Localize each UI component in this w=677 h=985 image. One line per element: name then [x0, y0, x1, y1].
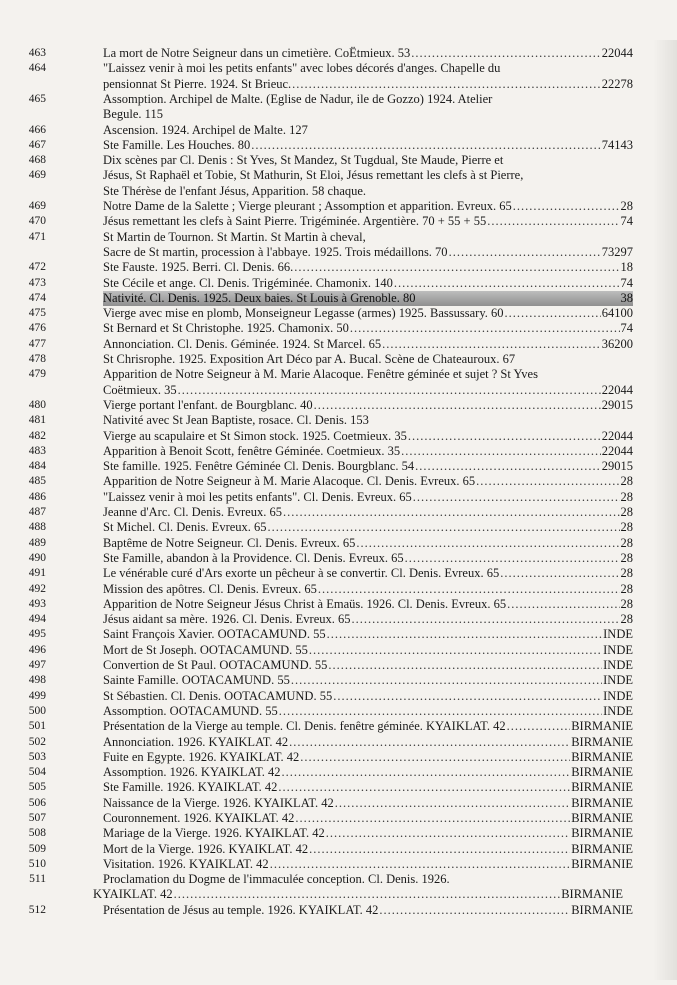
- entry-number: 500: [28, 704, 46, 717]
- dot-leader: [328, 658, 602, 673]
- entry-description: Présentation de la Vierge au temple. Cl. Denis. fenêtre géminée. KYAIKLAT. 42: [103, 719, 506, 734]
- entry-number: 485: [28, 475, 46, 488]
- entry-description: Ste Fauste. 1925. Berri. Cl. Denis. 66.: [103, 260, 294, 275]
- entry-reference: BIRMANIE: [571, 780, 633, 795]
- dot-leader: [507, 719, 571, 734]
- entry-description: Apparition de Notre Seigneur Jésus Christ à Emaüs. 1926. Cl. Denis. Evreux. 65: [103, 596, 507, 611]
- entry-reference: BIRMANIE: [571, 765, 633, 780]
- entry-reference: 28: [620, 581, 633, 596]
- entry-number: 464: [28, 62, 46, 75]
- dot-leader: [174, 887, 561, 902]
- entry-description: Baptême de Notre Seigneur. Cl. Denis. Evreux. 65: [103, 535, 356, 550]
- entry-description: St Chrisrophe. 1925. Exposition Art Déco par A. Bucal. Scène de Chateauroux. 67: [103, 352, 516, 366]
- dot-leader: [291, 673, 602, 688]
- entry-number: 467: [28, 138, 46, 151]
- entry-line: [103, 276, 633, 291]
- entry-description: St Sébastien. Cl. Denis. OOTACAMUND. 55: [103, 688, 333, 703]
- entry-line: [103, 92, 633, 107]
- dot-leader: [314, 398, 601, 413]
- dot-leader: [513, 199, 620, 214]
- page-edge-shadow: [653, 40, 677, 980]
- entry-reference: 22278: [601, 76, 633, 91]
- entry-number: 471: [28, 230, 46, 243]
- dot-leader: [309, 643, 602, 658]
- entry-number: 497: [28, 659, 46, 671]
- entry-line: [103, 230, 633, 245]
- entry-number: 490: [28, 551, 46, 564]
- entry-number: 477: [28, 337, 46, 350]
- entry-reference: BIRMANIE: [571, 795, 633, 810]
- entry-number: 486: [28, 490, 46, 503]
- entry-line: [103, 367, 633, 382]
- entry-reference: 28: [620, 199, 633, 213]
- entry-line: [103, 107, 633, 122]
- entry-description: Apparition de Notre Seigneur à M. Marie Alacoque. Fenêtre géminée et sujet ? St Yves: [103, 367, 538, 382]
- entry-description: Jeanne d'Arc. Cl. Denis. Evreux. 65: [103, 505, 282, 519]
- entry-description: Annonciation. 1926. KYAIKLAT. 42: [103, 734, 289, 749]
- entry-description: Proclamation du Dogme de l'immaculée conception. Cl. Denis. 1926.: [103, 872, 450, 887]
- entry-number: 496: [28, 643, 46, 656]
- entry-line: [103, 398, 633, 413]
- entry-description: Vierge au scapulaire et St Simon stock. 1925. Coetmieux. 35: [103, 428, 407, 443]
- dot-leader: [318, 582, 620, 597]
- entry-description: Mort de la Vierge. 1926. KYAIKLAT. 42: [103, 841, 309, 856]
- entry-line: [103, 582, 633, 597]
- entry-number: 512: [28, 903, 46, 916]
- entry-description: Begule. 115: [103, 107, 163, 122]
- entry-reference: BIRMANIE: [571, 902, 633, 917]
- entry-number: 504: [28, 766, 46, 779]
- entry-number: 475: [28, 307, 46, 320]
- dot-leader: [268, 520, 620, 535]
- entry-number: 507: [28, 812, 46, 824]
- entry-description: Ascension. 1924. Archipel de Malte. 127: [103, 122, 308, 137]
- entry-line: [103, 260, 633, 275]
- entry-description: Ste Famille, abandon à la Providence. Cl. Denis. Evreux. 65: [103, 550, 404, 565]
- entry-number: 465: [28, 92, 46, 105]
- entry-number: 466: [28, 123, 46, 136]
- entry-line: [103, 597, 633, 612]
- entry-line: [103, 153, 633, 168]
- entry-description: Annonciation. Cl. Denis. Géminée. 1924. St Marcel. 65: [103, 336, 382, 351]
- entry-description: Ste Thérèse de l'enfant Jésus, Apparition. 58 chaque.: [103, 183, 367, 198]
- entry-description: La mort de Notre Seigneur dans un cimetière. CoËtmieux. 53: [103, 46, 411, 60]
- entry-number: 488: [28, 521, 46, 534]
- entry-number: 480: [28, 398, 46, 411]
- entry-number: 501: [28, 720, 46, 733]
- entry-description: Mariage de la Vierge. 1926. KYAIKLAT. 42: [103, 826, 325, 841]
- entry-reference: 28: [620, 566, 633, 581]
- dot-leader: [401, 444, 601, 459]
- dot-leader: [415, 459, 601, 474]
- dot-leader: [476, 474, 619, 489]
- entry-reference: INDE: [603, 673, 633, 688]
- entry-line: [103, 536, 633, 551]
- dot-leader: [405, 551, 620, 566]
- entry-description: Couronnement. 1926. KYAIKLAT. 42: [103, 811, 295, 825]
- entry-line: [103, 811, 633, 826]
- entry-reference: 74: [620, 321, 633, 336]
- entry-reference: 74143: [601, 137, 633, 152]
- entry-description: Sainte Famille. OOTACAMUND. 55: [103, 673, 290, 688]
- dot-leader: [295, 811, 570, 826]
- entry-reference: 28: [620, 596, 633, 611]
- entry-description: Coëtmieux. 35: [103, 382, 177, 397]
- entry-reference: 28: [620, 612, 633, 627]
- entry-description: Saint François Xavier. OOTACAMUND. 55: [103, 627, 326, 642]
- entry-description: Le vénérable curé d'Ars exorte un pêcheur à se convertir. Cl. Denis. Evreux. 65: [103, 566, 500, 581]
- entry-reference: INDE: [603, 658, 633, 672]
- dot-leader: [327, 627, 603, 642]
- entry-number: 484: [28, 460, 46, 473]
- entry-line: [103, 612, 633, 627]
- entry-number: 506: [28, 796, 46, 809]
- entry-description: St Michel. Cl. Denis. Evreux. 65: [103, 520, 267, 535]
- dot-leader: [449, 245, 601, 260]
- dot-leader: [283, 505, 620, 520]
- dot-leader: [487, 214, 619, 229]
- entry-reference: BIRMANIE: [571, 826, 633, 841]
- dot-leader: [356, 536, 619, 551]
- entry-description: Convertion de St Paul. OOTACAMUND. 55: [103, 658, 328, 672]
- entry-description: Assomption. Archipel de Malte. (Eglise de Nadur, ile de Gozzo) 1924. Atelier: [103, 91, 493, 106]
- entry-description: Naissance de la Vierge. 1926. KYAIKLAT. 42: [103, 795, 334, 810]
- entry-line: [103, 214, 633, 229]
- dot-leader: [292, 77, 601, 92]
- entry-reference: 36200: [601, 336, 633, 351]
- entry-description: Vierge portant l'enfant. de Bourgblanc. 40: [103, 397, 313, 412]
- entry-number: 479: [28, 368, 46, 381]
- entry-reference: 22044: [601, 382, 633, 397]
- entry-line: [103, 184, 633, 199]
- entry-reference: 64100: [601, 306, 633, 321]
- entry-number: 468: [28, 154, 46, 167]
- entry-reference: 28: [620, 550, 633, 565]
- entry-line: [103, 765, 633, 780]
- entry-description: Dix scènes par Cl. Denis : St Yves, St Mandez, St Tugdual, Ste Maude, Pierre et: [103, 153, 504, 168]
- entry-line: [103, 520, 633, 535]
- entry-line: [103, 337, 633, 352]
- entry-description: Ste Cécile et ange. Cl. Denis. Trigéminée. Chamonix. 140: [103, 275, 393, 290]
- entry-reference: INDE: [603, 627, 633, 642]
- dot-leader: [413, 490, 620, 505]
- entry-description: Visitation. 1926. KYAIKLAT. 42: [103, 856, 269, 871]
- entry-reference: BIRMANIE: [571, 841, 633, 856]
- entry-reference: 28: [620, 535, 633, 550]
- entry-reference: 38: [620, 290, 633, 305]
- entry-reference: 22044: [601, 428, 633, 443]
- entry-reference: 73297: [601, 244, 633, 259]
- entry-number: 498: [28, 674, 46, 687]
- entry-reference: 28: [620, 505, 633, 519]
- entry-description: Ste famille. 1925. Fenêtre Géminée Cl. Denis. Bourgblanc. 54: [103, 459, 415, 474]
- dot-leader: [282, 765, 571, 780]
- dot-leader: [335, 796, 570, 811]
- entry-line: [103, 490, 633, 505]
- entry-reference: 28: [620, 489, 633, 504]
- entry-number: 474: [28, 291, 46, 304]
- entry-line: [103, 505, 633, 520]
- entry-number: 510: [28, 857, 46, 870]
- entry-reference: 22044: [601, 443, 633, 458]
- entry-number: 487: [28, 506, 46, 518]
- entry-line: [103, 658, 633, 673]
- entry-description: St Martin de Tournon. St Martin. St Martin à cheval,: [103, 229, 366, 244]
- entry-line: [103, 673, 633, 688]
- entry-reference: BIRMANIE: [571, 811, 633, 825]
- entry-line: [103, 796, 633, 811]
- entry-description: KYAIKLAT. 42: [93, 887, 173, 902]
- entry-line: [103, 627, 633, 642]
- entry-description: Apparition de Notre Seigneur à M. Marie Alacoque. Cl. Denis. Evreux. 65: [103, 474, 476, 489]
- entry-reference: 22044: [601, 46, 633, 60]
- entry-description: "Laissez venir à moi les petits enfants" avec lobes décorés d'anges. Chapelle du: [103, 61, 501, 76]
- entry-description: Assomption. 1926. KYAIKLAT. 42: [103, 765, 281, 780]
- dot-leader: [394, 276, 620, 291]
- entry-description: Sacre de St martin, procession à l'abbaye. 1925. Trois médaillons. 70: [103, 244, 448, 259]
- entry-description: Jésus remettant les clefs à Saint Pierre. Trigéminée. Argentière. 70 + 55 + 55: [103, 214, 487, 229]
- entry-description: Nativité. Cl. Denis. 1925. Deux baies. St Louis à Grenoble. 80: [103, 290, 416, 305]
- entry-description: Jésus, St Raphaël et Tobie, St Mathurin, St Eloi, Jésus remettant les clefs à st Pierre,: [103, 168, 524, 183]
- entry-line: [103, 474, 633, 489]
- entry-number: 469: [28, 169, 46, 182]
- entry-line: [103, 199, 633, 214]
- entry-number: 509: [28, 842, 46, 855]
- dot-leader: [411, 46, 601, 61]
- entry-reference: 28: [620, 520, 633, 535]
- dot-leader: [350, 321, 620, 336]
- entry-number: 491: [28, 567, 46, 580]
- entry-number: 502: [28, 735, 46, 748]
- entry-number: 505: [28, 781, 46, 794]
- entry-number: 470: [28, 215, 46, 228]
- entry-line: [103, 138, 633, 153]
- dot-leader: [251, 138, 601, 153]
- entry-number: 494: [28, 613, 46, 626]
- entry-number: 493: [28, 597, 46, 610]
- dot-leader: [379, 903, 570, 918]
- entry-line: [103, 429, 633, 444]
- entry-reference: 74: [620, 275, 633, 290]
- entry-line: [103, 780, 633, 795]
- entry-reference: 28: [620, 474, 633, 489]
- entry-description: St Bernard et St Christophe. 1925. Chamonix. 50: [103, 321, 349, 336]
- entry-line: [103, 46, 633, 61]
- entry-line: [103, 306, 633, 321]
- entry-line: [103, 566, 633, 581]
- entry-reference: 29015: [601, 459, 633, 474]
- entry-description: Ste Famille. Les Houches. 80: [103, 137, 251, 152]
- entry-number: 482: [28, 429, 46, 442]
- entry-line: [103, 903, 633, 918]
- entry-reference: BIRMANIE: [571, 856, 633, 871]
- entry-line: [103, 842, 633, 857]
- dot-leader: [352, 612, 620, 627]
- entry-reference: BIRMANIE: [571, 734, 633, 749]
- entry-line: [103, 383, 633, 398]
- entry-line: [93, 887, 623, 902]
- entry-number: 473: [28, 276, 46, 289]
- entry-line: [103, 123, 633, 138]
- dot-leader: [270, 857, 571, 872]
- dot-leader: [333, 689, 602, 704]
- dot-leader: [279, 704, 602, 719]
- entry-line: [103, 444, 633, 459]
- entry-description: Jésus aidant sa mère. 1926. Cl. Denis. Evreux. 65: [103, 612, 351, 627]
- entry-number: 472: [28, 261, 46, 274]
- dot-leader: [500, 566, 619, 581]
- entry-number: 481: [28, 414, 46, 427]
- entry-description: Mort de St Joseph. OOTACAMUND. 55: [103, 642, 308, 657]
- entry-line: [103, 413, 633, 428]
- entry-line: [103, 459, 633, 474]
- entry-line: [103, 704, 633, 719]
- dot-leader: [278, 780, 570, 795]
- entry-line: [103, 643, 633, 658]
- entry-description: Nativité avec St Jean Baptiste, rosace. Cl. Denis. 153: [103, 413, 369, 428]
- entry-reference: BIRMANIE: [561, 887, 623, 902]
- entry-reference: 74: [620, 214, 633, 229]
- entry-description: Assomption. OOTACAMUND. 55: [103, 703, 278, 718]
- entry-description: "Laissez venir à moi les petits enfants". Cl. Denis. Evreux. 65: [103, 489, 412, 504]
- entry-reference: BIRMANIE: [571, 719, 633, 734]
- entry-number: 508: [28, 827, 46, 840]
- entry-reference: 29015: [601, 397, 633, 412]
- entry-line: [103, 245, 633, 260]
- entry-number: 463: [28, 47, 46, 59]
- entry-number: 469: [28, 200, 46, 212]
- entry-line: [103, 168, 633, 183]
- highlighted-entry-line: [103, 291, 633, 306]
- entry-line: [103, 551, 633, 566]
- entry-reference: INDE: [603, 703, 633, 718]
- dot-leader: [505, 306, 601, 321]
- dot-leader: [408, 429, 601, 444]
- entry-reference: BIRMANIE: [571, 749, 633, 764]
- entry-description: pensionnat St Pierre. 1924. St Brieuc.: [103, 76, 292, 91]
- entry-number: 489: [28, 536, 46, 549]
- entry-number: 476: [28, 322, 46, 335]
- dot-leader: [326, 826, 570, 841]
- entry-line: [103, 61, 633, 76]
- entry-description: Ste Famille. 1926. KYAIKLAT. 42: [103, 780, 278, 795]
- entry-line: [103, 857, 633, 872]
- entry-line: [103, 735, 633, 750]
- entry-reference: 18: [620, 260, 633, 275]
- entry-number: 511: [29, 873, 46, 886]
- entry-line: [103, 77, 633, 92]
- entry-number: 499: [28, 689, 46, 702]
- entry-line: [103, 872, 633, 887]
- entry-description: Mission des apôtres. Cl. Denis. Evreux. 65: [103, 581, 317, 596]
- entry-line: [103, 826, 633, 841]
- entry-number: 478: [28, 353, 46, 365]
- entry-reference: INDE: [603, 688, 633, 703]
- entry-description: Vierge avec mise en plomb, Monseigneur Legasse (armes) 1925. Bassussary. 60: [103, 306, 504, 321]
- entry-number: 495: [28, 628, 46, 641]
- entry-line: [103, 750, 633, 765]
- entry-line: [103, 689, 633, 704]
- dot-leader: [300, 750, 570, 765]
- dot-leader: [416, 291, 619, 306]
- entry-number: 483: [28, 444, 46, 457]
- dot-leader: [294, 260, 619, 275]
- dot-leader: [382, 337, 601, 352]
- entry-number: 503: [28, 750, 46, 763]
- dot-leader: [178, 383, 601, 398]
- dot-leader: [507, 597, 619, 612]
- dot-leader: [309, 842, 570, 857]
- entry-line: [103, 321, 633, 336]
- entry-description: Notre Dame de la Salette ; Vierge pleurant ; Assomption et apparition. Evreux. 65: [103, 199, 512, 213]
- dot-leader: [289, 735, 570, 750]
- entry-description: Présentation de Jésus au temple. 1926. KYAIKLAT. 42: [103, 902, 379, 917]
- entry-number: 492: [28, 582, 46, 595]
- entry-reference: INDE: [603, 642, 633, 657]
- entry-line: [103, 719, 633, 734]
- entry-description: Fuite en Egypte. 1926. KYAIKLAT. 42: [103, 749, 300, 764]
- entry-line: [103, 352, 633, 367]
- entry-description: Apparition à Benoit Scott, fenêtre Géminée. Coetmieux. 35: [103, 443, 401, 458]
